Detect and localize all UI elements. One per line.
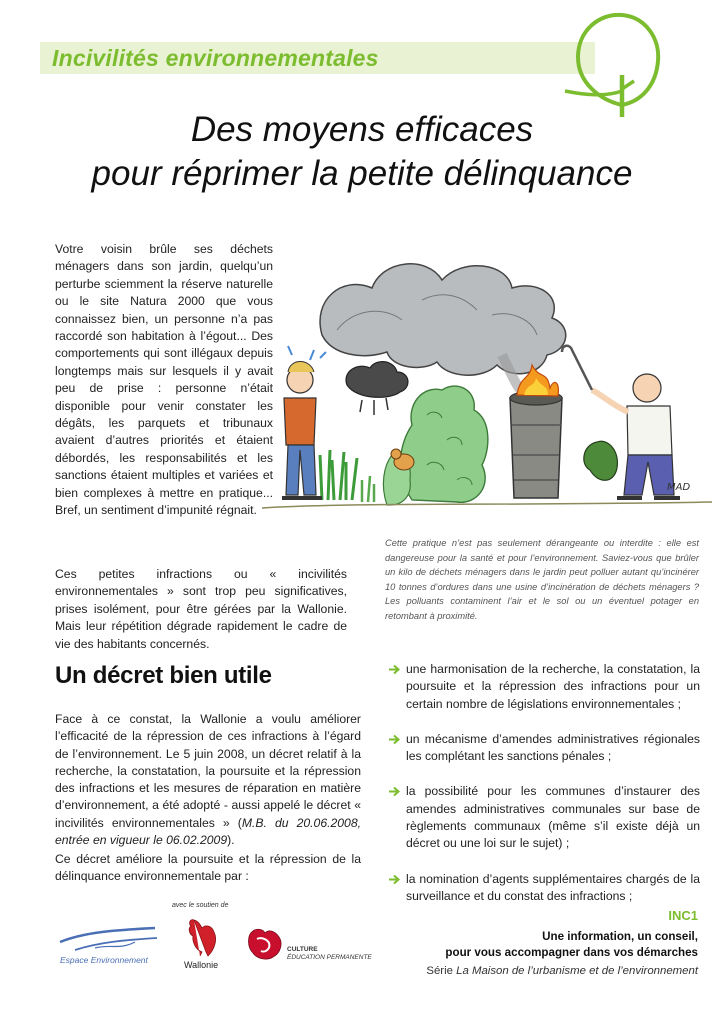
wallonie-text: Wallonie: [184, 960, 219, 970]
decree-paragraph-2: Ce décret améliore la poursuite et la répression de la délinquance environnementale par :: [55, 852, 361, 884]
section-heading-decree: Un décret bien utile: [55, 662, 272, 689]
footer-tagline-line2: pour vous accompagner dans vos démarches: [445, 945, 698, 959]
page-title-line1: Des moyens efficaces: [190, 110, 534, 149]
series-title: La Maison de l’urbanisme et de l’environnement: [456, 965, 698, 977]
culture-rooster-logo: [243, 925, 287, 965]
arrow-right-icon: [388, 664, 401, 675]
espace-environnement-text: Espace Environnement: [60, 955, 148, 965]
cartoon-waste-burning-illustration: [262, 240, 712, 530]
series-prefix: Série: [426, 965, 457, 977]
list-item: [388, 661, 700, 713]
section-title: Incivilités environnementales: [52, 45, 379, 71]
wallonie-rooster-logo: [180, 916, 222, 958]
series-line: [380, 965, 698, 977]
list-item: [388, 871, 700, 906]
page-title: [40, 108, 684, 196]
arrow-right-icon: [388, 786, 401, 797]
page-title-line2: pour réprimer la petite délinquance: [91, 154, 633, 193]
footer-tagline: [400, 929, 698, 960]
list-item: [388, 731, 700, 766]
intro-paragraph-1: Votre voisin brûle ses déchets ménagers dans son jardin, quelqu’un perturbe sciemment la réserve naturelle ou le site Natura 2000 que vous connaissez bien, un personne n’a pas raccordé son habitation à l’égout... Des comportements qui sont illégaux depuis longtemps mais sur lesquels il y avait peu de prise : personne n’était disponible pour venir constater les dégâts, les parquets et tribunaux avaient d’autres priorités et étaient débordés, les responsabilités et les sanctions étaient multiples et variées et bien complexes à mettre en pratique... Bref, un sentiment d’impunité régnait.: [55, 242, 273, 518]
document-code: INC1: [668, 908, 698, 923]
list-item-text: un mécanisme d’amendes administratives régionales les complétant les sanctions pénales ;: [406, 731, 700, 764]
arrow-right-icon: [388, 734, 401, 745]
decree-paragraph-1-end: ).: [227, 833, 235, 848]
decree-paragraph-1: [55, 711, 361, 849]
tree-logo-icon: [560, 5, 670, 120]
list-item-text: la possibilité pour les communes d’instaurer des amendes administratives communales sur base de règlements communaux (même s’il existe déjà un décret ou une loi sur le sujet) ;: [406, 784, 700, 851]
list-item-text: la nomination d’agents supplémentaires chargés de la surveillance et du constat des infractions ;: [406, 871, 700, 903]
list-item-text: une harmonisation de la recherche, la constatation, la poursuite et la répression des infractions pour un certain nombre de législations environnementales ;: [406, 662, 700, 711]
sponsor-label: avec le soutien de: [172, 902, 229, 909]
decree-reference: M.B. du 20.06.2008, entrée en vigueur le 06.02.2009: [55, 815, 362, 848]
arrow-right-icon: [388, 874, 401, 885]
list-item: [388, 783, 700, 852]
culture-label: [287, 946, 372, 962]
illustration-caption: Cette pratique n’est pas seulement dérangeante ou interdite : elle est dangereuse pour la santé et pour l’environnement. Saviez-vous que brûler un kilo de déchets ménagers dans le jardin peut polluer autant qu’incinérer 10 tonnes d’ordures dans une usine d’incinération de déchets ménagers ? Les polluants contaminent l’air et le sol ou un éventuel potager en retombant à proximité.: [385, 538, 699, 621]
footer-tagline-line1: Une information, un conseil,: [542, 930, 698, 943]
decree-measures-list: [388, 661, 700, 923]
culture-title: CULTURE: [287, 946, 318, 953]
culture-subtitle: ÉDUCATION PERMANENTE: [287, 954, 372, 961]
intro-paragraph-2: Ces petites infractions ou « incivilités environnementales » sont trop peu significatives, prises isolément, pour être gérées par la Wallonie. Mais leur répétition dégrade rapidement le cadre de vie des habitants concernés.: [55, 567, 347, 651]
illustration-signature: MAD: [667, 482, 691, 493]
decree-paragraph-1-main: Face à ce constat, la Wallonie a voulu améliorer l’efficacité de la répression de ces infractions à l’égard de l’environnement. Le 5 juin 2008, un décret relatif à la recherche, la constatation, la poursuite et la répression des infractions et les mesures de réparation en matière d’environnement, a été adopté - aussi appelé le décret « incivilités environnementales » (: [55, 712, 361, 830]
